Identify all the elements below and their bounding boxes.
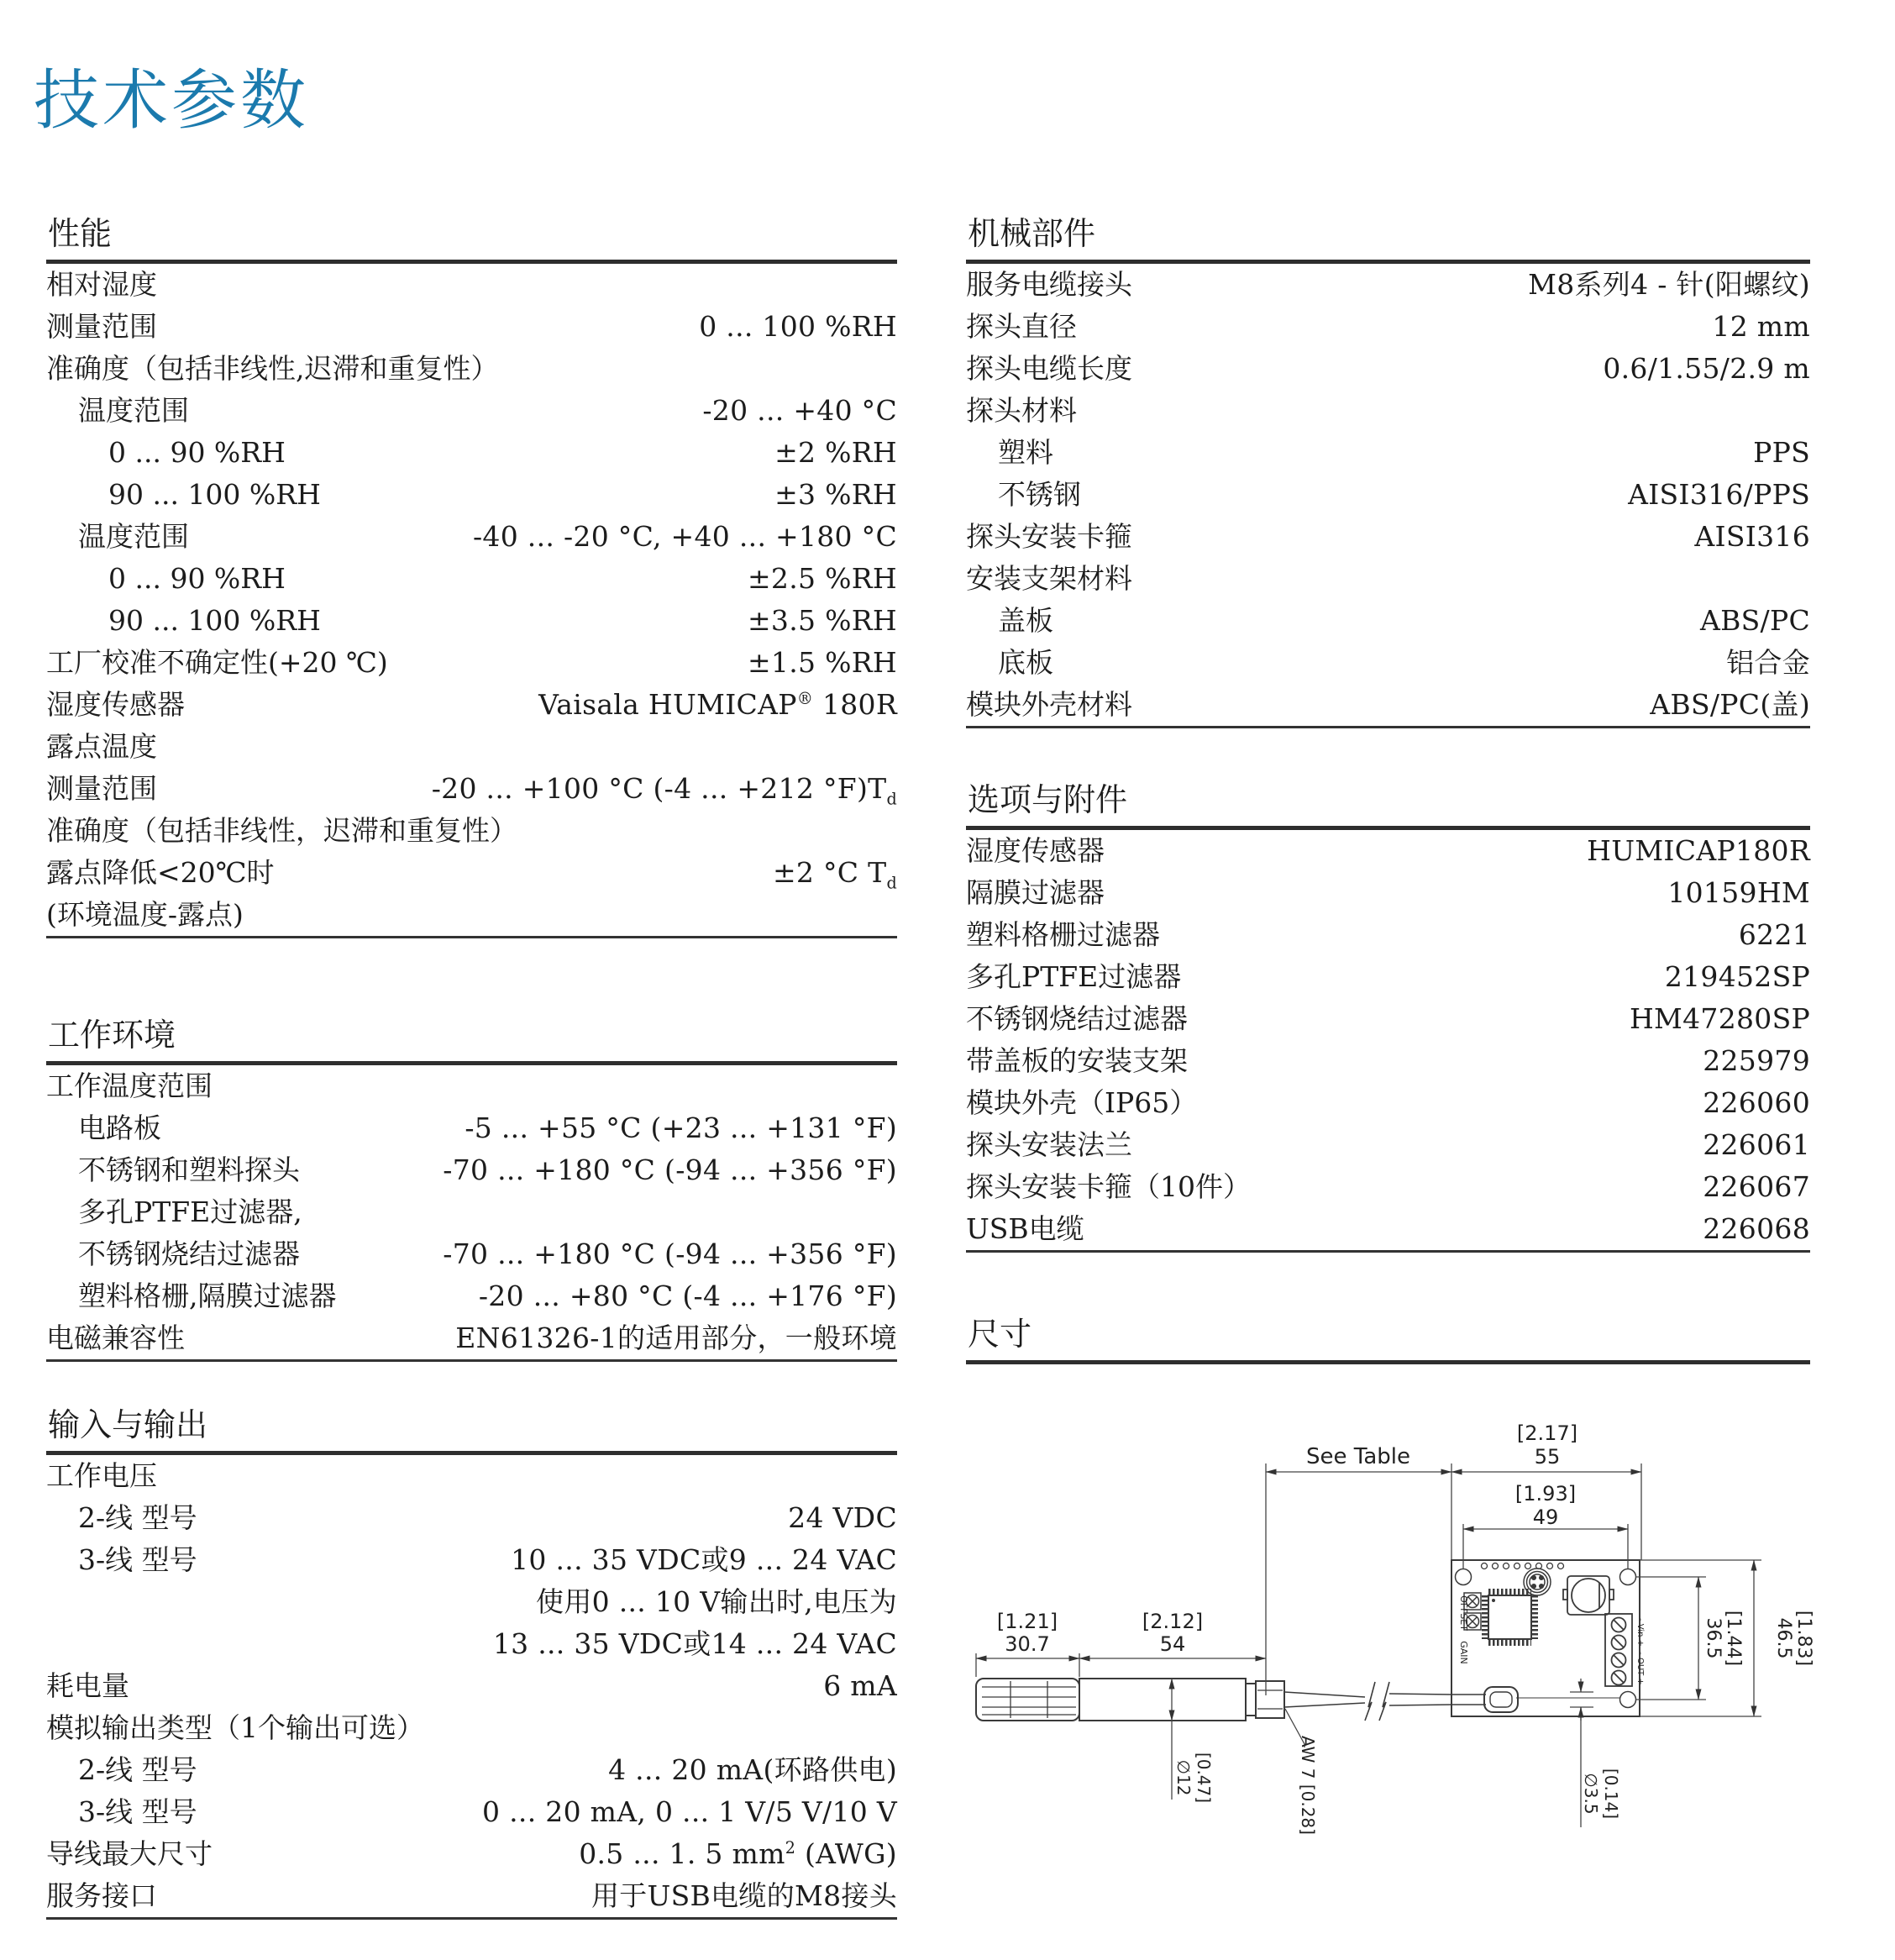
spec-row xyxy=(46,1581,897,1623)
row-value: 225979 xyxy=(1703,1044,1810,1077)
spec-row xyxy=(46,1455,897,1497)
spec-row xyxy=(966,1124,1810,1166)
row-label: 不锈钢烧结过滤器 xyxy=(966,1002,1188,1035)
row-label: 塑料 xyxy=(998,436,1053,469)
spec-row xyxy=(46,1107,897,1149)
row-label: 不锈钢 xyxy=(998,478,1081,511)
spec-row xyxy=(46,1833,897,1875)
spec-row xyxy=(966,998,1810,1040)
row-value: 0 ... 100 %RH xyxy=(699,310,897,343)
spec-row xyxy=(966,1166,1810,1208)
section-title-options: 选项与附件 xyxy=(966,780,1810,830)
row-label: 模拟输出类型（1个输出可选） xyxy=(46,1711,424,1744)
see-table-label: See Table xyxy=(1306,1444,1410,1469)
spec-row xyxy=(46,1539,897,1581)
section-options xyxy=(966,780,1810,1253)
spec-row xyxy=(46,1317,897,1359)
row-value: 13 ... 35 VDC或14 ... 24 VAC xyxy=(492,1627,897,1660)
page-title: 技术参数 xyxy=(34,63,310,139)
spec-row xyxy=(966,956,1810,998)
row-label: 探头安装卡箍（10件） xyxy=(966,1170,1251,1203)
spec-row xyxy=(966,306,1810,348)
row-label: USB电缆 xyxy=(966,1212,1084,1245)
spec-row xyxy=(46,1149,897,1191)
spec-row xyxy=(46,684,897,726)
spec-rows xyxy=(966,830,1810,1250)
spec-row xyxy=(46,1275,897,1317)
row-label: 模块外壳材料 xyxy=(966,688,1132,721)
row-value: 0.5 ... 1. 5 $mm^2$ (AWG) xyxy=(579,1837,897,1870)
section-bottom-rule xyxy=(46,1359,897,1362)
section-bottom-rule xyxy=(966,1250,1810,1253)
row-value: 铝合金 xyxy=(1726,646,1810,679)
dim-46-5-inch: [1.83] xyxy=(1793,1610,1814,1667)
dia-3-5-mm: ∅3.5 xyxy=(1581,1773,1601,1815)
spec-row xyxy=(966,830,1810,872)
row-value: AISI316/PPS xyxy=(1628,478,1810,511)
row-value: Vaisala HUMICAP® 180R xyxy=(538,688,897,721)
spec-row xyxy=(966,600,1810,642)
spec-row xyxy=(46,348,897,390)
terminal-block xyxy=(1605,1614,1632,1686)
row-label: 露点降低<20℃时 xyxy=(46,856,275,889)
spec-row xyxy=(966,474,1810,516)
row-label: 隔膜过滤器 xyxy=(966,876,1105,909)
spec-row xyxy=(46,1707,897,1749)
row-label: 测量范围 xyxy=(46,772,157,805)
row-value: 219452SP xyxy=(1664,960,1810,993)
spec-row xyxy=(46,1191,897,1233)
row-label: 3-线 型号 xyxy=(78,1795,197,1828)
section-bottom-rule xyxy=(46,936,897,938)
row-value: 4 ... 20 mA(环路供电) xyxy=(608,1753,897,1786)
spec-row xyxy=(966,1208,1810,1250)
dim-49-mm: 49 xyxy=(1532,1505,1559,1529)
spec-row xyxy=(966,1040,1810,1082)
row-value: ±1.5 %RH xyxy=(747,646,897,679)
row-label: 不锈钢和塑料探头 xyxy=(78,1153,300,1186)
spec-row xyxy=(966,642,1810,684)
row-label: 服务电缆接头 xyxy=(966,268,1132,301)
spec-row xyxy=(46,726,897,768)
row-label: 90 ... 100 %RH xyxy=(108,604,321,637)
row-value: PPS xyxy=(1753,436,1810,469)
row-value: 226067 xyxy=(1703,1170,1810,1203)
row-label: 安装支架材料 xyxy=(966,562,1132,595)
row-label: 探头材料 xyxy=(966,394,1077,427)
spec-row xyxy=(966,872,1810,914)
row-value: 0 ... 20 mA, 0 ... 1 V/5 V/10 V xyxy=(482,1795,897,1828)
mounting-hole xyxy=(1620,1569,1636,1585)
section-dimensions xyxy=(966,1315,1810,1364)
dim-30-7-mm: 30.7 xyxy=(1005,1632,1050,1656)
row-value: -20 ... +40 °C xyxy=(702,394,897,427)
spec-row xyxy=(46,474,897,516)
out-label: - OUT + xyxy=(1635,1652,1645,1685)
spec-row xyxy=(46,306,897,348)
row-label: 服务接口 xyxy=(46,1879,157,1912)
row-label: (环境温度-露点) xyxy=(46,898,244,931)
module-drawing xyxy=(1451,1560,1640,1716)
row-label: 工作温度范围 xyxy=(46,1069,213,1102)
row-value: 12 mm xyxy=(1712,310,1810,343)
dim-36-5-inch: [1.44] xyxy=(1723,1610,1744,1667)
row-label: 探头安装卡箍 xyxy=(966,520,1132,553)
row-label: 露点温度 xyxy=(46,730,157,763)
dim-55-inch: [2.17] xyxy=(1516,1421,1578,1445)
row-value: 10159HM xyxy=(1667,876,1810,909)
row-value: 226060 xyxy=(1703,1086,1810,1119)
row-value: HM47280SP xyxy=(1629,1002,1810,1035)
spec-row xyxy=(46,894,897,936)
spec-row xyxy=(46,1749,897,1791)
row-value: -70 ... +180 °C (-94 ... +356 °F) xyxy=(443,1153,897,1186)
dimension-drawing xyxy=(962,1369,1890,1957)
row-value: 0.6/1.55/2.9 m xyxy=(1603,352,1810,385)
probe-drawing xyxy=(976,1679,1451,1721)
spec-row xyxy=(46,1233,897,1275)
section-io xyxy=(46,1406,897,1920)
row-label: 0 ... 90 %RH xyxy=(108,436,286,469)
mounting-hole xyxy=(1620,1692,1636,1708)
row-value: HUMICAP180R xyxy=(1587,834,1810,867)
section-bottom-rule xyxy=(966,726,1810,728)
spec-row xyxy=(46,558,897,600)
probe-body xyxy=(1079,1679,1246,1721)
row-label: 电磁兼容性 xyxy=(46,1322,185,1354)
row-label: 多孔PTFE过滤器 xyxy=(966,960,1182,993)
row-label: 塑料格栅过滤器 xyxy=(966,918,1160,951)
cable-break-mark xyxy=(1379,1682,1389,1721)
dim-30-7-inch: [1.21] xyxy=(996,1610,1058,1633)
section-bottom-rule xyxy=(46,1917,897,1920)
section-title-mechanical: 机械部件 xyxy=(966,214,1810,264)
row-value: 用于USB电缆的M8接头 xyxy=(591,1879,897,1912)
left-column xyxy=(46,214,897,1920)
spec-row xyxy=(46,1497,897,1539)
row-value: ±2 %RH xyxy=(774,436,897,469)
ic-chip xyxy=(1485,1592,1535,1642)
dia-12-inch: [0.47] xyxy=(1194,1752,1214,1804)
section-title-environment: 工作环境 xyxy=(46,1016,897,1065)
spec-row xyxy=(966,516,1810,558)
row-label: 多孔PTFE过滤器, xyxy=(78,1195,302,1228)
row-label: 相对湿度 xyxy=(46,268,157,301)
row-label: 2-线 型号 xyxy=(78,1501,197,1534)
spec-rows xyxy=(966,264,1810,726)
row-value: AISI316 xyxy=(1694,520,1810,553)
row-label: 不锈钢烧结过滤器 xyxy=(78,1237,300,1270)
row-label: 湿度传感器 xyxy=(46,688,185,721)
spec-row xyxy=(46,1875,897,1917)
spec-row xyxy=(46,1791,897,1833)
spec-row xyxy=(966,264,1810,306)
row-label: 探头直径 xyxy=(966,310,1077,343)
row-label: 3-线 型号 xyxy=(78,1543,197,1576)
probe-nut xyxy=(1256,1681,1284,1718)
row-value: 6221 xyxy=(1738,918,1810,951)
spec-row xyxy=(966,348,1810,390)
row-label: 塑料格栅,隔膜过滤器 xyxy=(78,1280,337,1312)
row-label: 测量范围 xyxy=(46,310,157,343)
row-value: -20 ... +100 °C (-4 ... +212 $^\circ F)T_d$ xyxy=(431,772,897,809)
spec-row xyxy=(46,600,897,642)
row-value: ±2.5 %RH xyxy=(747,562,897,595)
row-value: ±3 %RH xyxy=(774,478,897,511)
spec-rows xyxy=(46,1065,897,1359)
row-value: ABS/PC(盖) xyxy=(1650,688,1810,721)
spec-row xyxy=(46,1623,897,1665)
row-label: 耗电量 xyxy=(46,1669,129,1702)
section-performance xyxy=(46,214,897,938)
dim-46-5-mm: 46.5 xyxy=(1773,1617,1794,1659)
row-value: -70 ... +180 °C (-94 ... +356 °F) xyxy=(443,1237,897,1270)
dim-54-inch: [2.12] xyxy=(1142,1610,1204,1633)
spec-row xyxy=(46,390,897,432)
row-label: 准确度（包括非线性，迟滞和重复性） xyxy=(46,814,517,847)
spec-row xyxy=(46,432,897,474)
mounting-hole xyxy=(1456,1569,1472,1585)
row-label: 工厂校准不确定性(+20 ℃) xyxy=(46,646,388,679)
row-label: 探头安装法兰 xyxy=(966,1128,1132,1161)
spec-rows xyxy=(46,1455,897,1917)
dimension-drawing-svg xyxy=(962,1369,1890,1957)
offset-label: OFFSET xyxy=(1458,1595,1469,1631)
vin-label: - Vin + xyxy=(1635,1617,1645,1647)
row-label: 湿度传感器 xyxy=(966,834,1105,867)
dia-12-mm: ∅12 xyxy=(1173,1759,1194,1796)
spec-row xyxy=(46,516,897,558)
row-label: 准确度（包括非线性,迟滞和重复性） xyxy=(46,352,499,385)
row-value: EN61326-1的适用部分，一般环境 xyxy=(455,1322,897,1354)
section-title-io: 输入与输出 xyxy=(46,1406,897,1455)
dim-54-mm: 54 xyxy=(1159,1632,1186,1656)
spec-row xyxy=(966,390,1810,432)
row-value: -20 ... +80 °C (-4 ... +176 °F) xyxy=(478,1280,897,1312)
spec-row xyxy=(46,642,897,684)
row-value: 10 ... 35 VDC或9 ... 24 VAC xyxy=(511,1543,897,1576)
spec-row xyxy=(966,1082,1810,1124)
cable-break-mark xyxy=(1365,1682,1375,1721)
row-label: 带盖板的安装支架 xyxy=(966,1044,1188,1077)
row-value: -40 ... -20 °C, +40 ... +180 °C xyxy=(472,520,897,553)
vent-holes xyxy=(1482,1563,1564,1569)
row-value: -5 ... +55 °C (+23 ... +131 °F) xyxy=(465,1111,897,1144)
row-value: 226068 xyxy=(1703,1212,1810,1245)
row-label: 0 ... 90 %RH xyxy=(108,562,286,595)
row-value: ±2 °C $T_d$ xyxy=(772,856,897,893)
spec-row xyxy=(966,914,1810,956)
section-title-dimensions: 尺寸 xyxy=(966,1315,1810,1364)
cable-strain-relief xyxy=(1451,1687,1620,1712)
spec-row xyxy=(966,684,1810,726)
capacitor xyxy=(1563,1576,1614,1615)
row-label: 探头电缆长度 xyxy=(966,352,1132,385)
module-outline xyxy=(1451,1560,1640,1716)
row-label: 温度范围 xyxy=(78,520,189,553)
row-value: ABS/PC xyxy=(1699,604,1810,637)
dim-49-inch: [1.93] xyxy=(1514,1482,1577,1505)
spec-row xyxy=(46,852,897,894)
row-label: 90 ... 100 %RH xyxy=(108,478,321,511)
row-value: 使用0 ... 10 V输出时,电压为 xyxy=(536,1585,897,1618)
spec-row xyxy=(46,768,897,810)
row-value: 226061 xyxy=(1703,1128,1810,1161)
dia-3-5-inch: [0.14] xyxy=(1601,1768,1621,1820)
dimension-labels xyxy=(997,1421,1814,1835)
row-label: 2-线 型号 xyxy=(78,1753,197,1786)
spec-row xyxy=(966,558,1810,600)
row-label: 工作电压 xyxy=(46,1459,157,1492)
spec-row xyxy=(966,432,1810,474)
spec-row xyxy=(46,264,897,306)
section-title-performance: 性能 xyxy=(46,214,897,264)
row-value: M8系列4 - 针(阳螺纹) xyxy=(1528,268,1810,301)
row-label: 模块外壳（IP65） xyxy=(966,1086,1198,1119)
section-mechanical xyxy=(966,214,1810,728)
dim-36-5-mm: 36.5 xyxy=(1703,1617,1724,1659)
dim-55-mm: 55 xyxy=(1534,1445,1561,1469)
row-value: 24 VDC xyxy=(788,1501,897,1534)
row-label: 导线最大尺寸 xyxy=(46,1837,213,1870)
row-label: 温度范围 xyxy=(78,394,189,427)
aw7-label: AW 7 [0.28] xyxy=(1298,1736,1318,1835)
spec-row xyxy=(46,1065,897,1107)
row-label: 盖板 xyxy=(998,604,1053,637)
right-column xyxy=(966,214,1810,1364)
row-label: 底板 xyxy=(998,646,1053,679)
row-value: 6 mA xyxy=(823,1669,897,1702)
row-value: ±3.5 %RH xyxy=(747,604,897,637)
spec-rows xyxy=(46,264,897,936)
section-environment xyxy=(46,1016,897,1362)
spec-row xyxy=(46,1665,897,1707)
row-label: 电路板 xyxy=(78,1111,161,1144)
gain-label: GAIN xyxy=(1458,1641,1469,1664)
spec-row xyxy=(46,810,897,852)
